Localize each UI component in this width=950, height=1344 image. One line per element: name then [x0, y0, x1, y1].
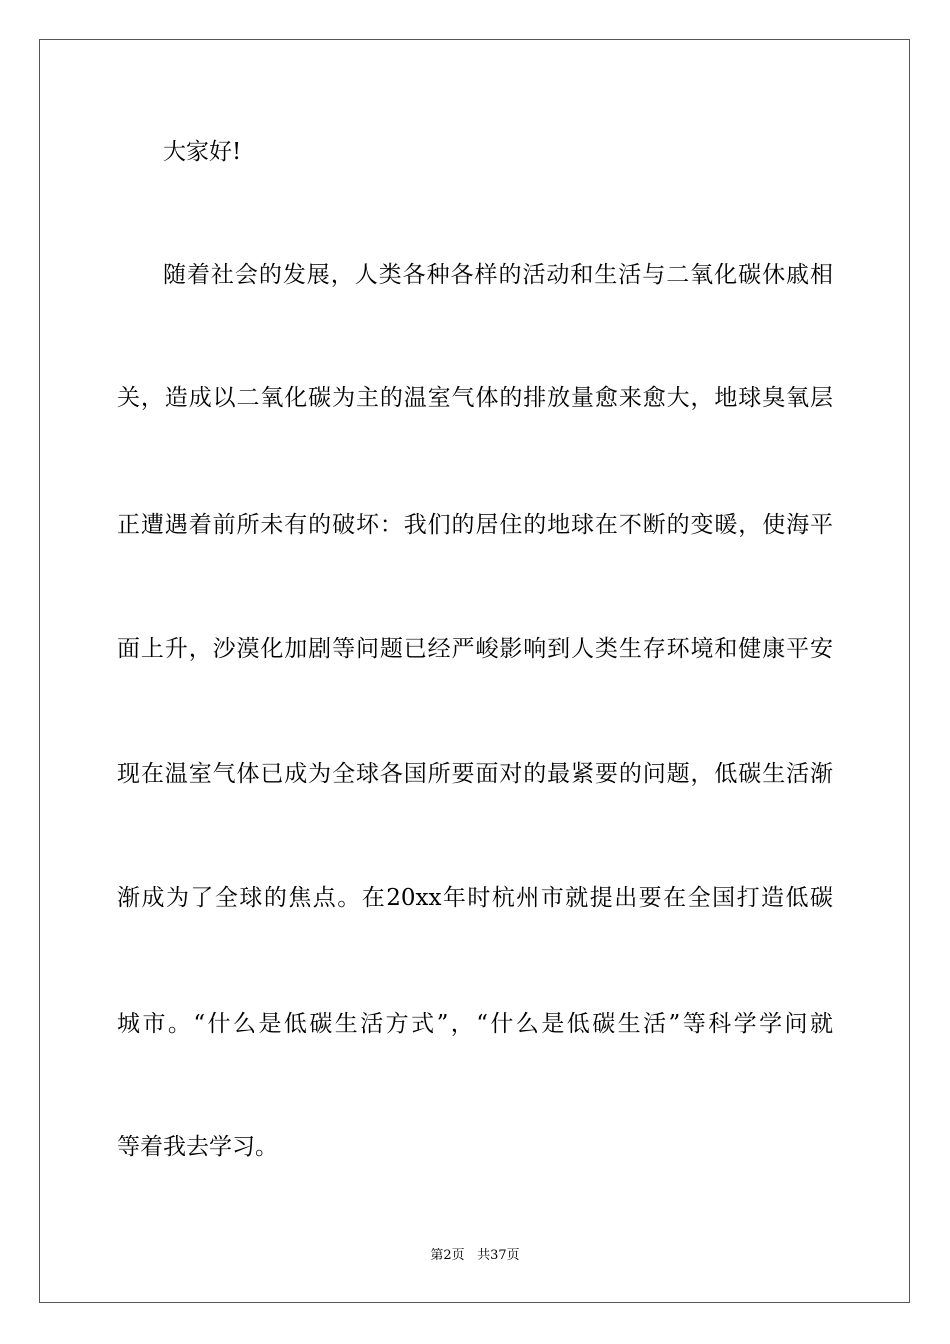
paragraph-line-8: 等着我去学习。	[117, 1134, 278, 1160]
paragraph-line-5: 现在温室气体已成为全球各国所要面对的最紧要的问题，低碳生活渐	[117, 761, 833, 787]
paragraph-line-4: 面上升，沙漠化加剧等问题已经严峻影响到人类生存环境和健康平安	[117, 636, 833, 662]
page-footer	[0, 1248, 950, 1264]
greeting-line: 大家好!	[163, 139, 242, 165]
paragraph-line-7: 城市。“什么是低碳生活方式”，“什么是低碳生活”等科学学问就	[117, 1011, 833, 1037]
page-border	[39, 39, 910, 1303]
page-number: 第2页	[430, 1248, 465, 1263]
paragraph-line-6: 渐成为了全球的焦点。在20xx年时杭州市就提出要在全国打造低碳	[117, 885, 833, 911]
paragraph-line-1: 随着社会的发展，人类各种各样的活动和生活与二氧化碳休戚相	[163, 262, 833, 288]
total-pages: 共37页	[477, 1248, 520, 1263]
paragraph-line-3: 正遭遇着前所未有的破坏：我们的居住的地球在不断的变暖，使海平	[117, 512, 833, 538]
paragraph-line-2: 关，造成以二氧化碳为主的温室气体的排放量愈来愈大，地球臭氧层	[117, 385, 833, 411]
